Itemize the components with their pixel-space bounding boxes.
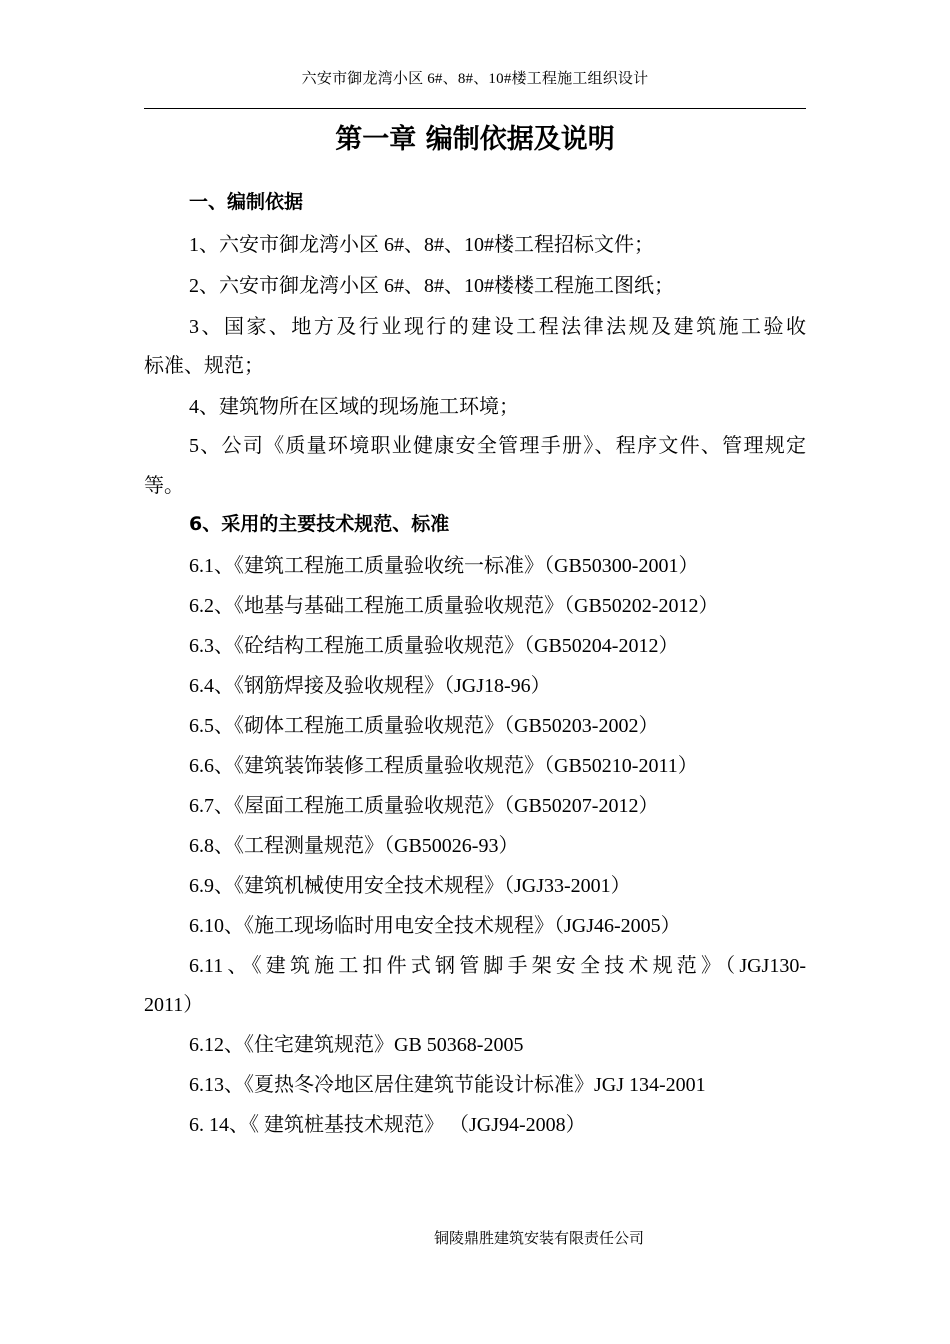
standard-item: 6.8、《工程测量规范》（GB50026-93） — [189, 835, 519, 857]
header-rule — [144, 108, 806, 109]
basis-item-4: 4、建筑物所在区域的现场施工环境； — [189, 396, 519, 418]
standard-item-11-line-2: 2011） — [144, 994, 204, 1016]
page-header: 六安市御龙湾小区 6#、8#、10#楼工程施工组织设计 — [301, 71, 649, 87]
standard-item: 6.10、《施工现场临时用电安全技术规程》（JGJ46-2005） — [189, 915, 681, 937]
section-heading: 一、编制依据 — [189, 191, 304, 213]
basis-item-2: 2、六安市御龙湾小区 6#、8#、10#楼楼工程施工图纸； — [189, 275, 674, 297]
basis-item-5-line-1: 5、公司《质量环境职业健康安全管理手册》、程序文件、管理规定 — [189, 435, 806, 457]
basis-item-1: 1、六安市御龙湾小区 6#、8#、10#楼工程招标文件； — [189, 234, 654, 256]
standard-item: 6.13、《夏热冬冷地区居住建筑节能设计标准》JGJ 134-2001 — [189, 1074, 706, 1096]
standard-item: 6.12、《住宅建筑规范》GB 50368-2005 — [189, 1034, 524, 1056]
standard-item: 6.4、《钢筋焊接及验收规程》（JGJ18-96） — [189, 675, 551, 697]
standard-item: 6.6、《建筑装饰装修工程质量验收规范》（GB50210-2011） — [189, 755, 698, 777]
standard-item: 6.1、《建筑工程施工质量验收统一标准》（GB50300-2001） — [189, 555, 699, 577]
standard-item: 6.2、《地基与基础工程施工质量验收规范》（GB50202-2012） — [189, 595, 719, 617]
standard-item: 6.9、《建筑机械使用安全技术规程》（JGJ33-2001） — [189, 875, 631, 897]
basis-item-5-line-2: 等。 — [144, 475, 184, 497]
standard-item-11-line-1: 6.11、《建筑施工扣件式钢管脚手架安全技术规范》（JGJ130- — [189, 955, 806, 977]
standard-item: 6.3、《砼结构工程施工质量验收规范》（GB50204-2012） — [189, 635, 679, 657]
basis-item-3-line-1: 3、国家、地方及行业现行的建设工程法律法规及建筑施工验收 — [189, 316, 806, 338]
standard-item: 6.7、《屋面工程施工质量验收规范》（GB50207-2012） — [189, 795, 659, 817]
chapter-title: 第一章 编制依据及说明 — [335, 124, 615, 155]
standard-item: 6. 14、《 建筑桩基技术规范》 （JGJ94-2008） — [189, 1114, 586, 1136]
basis-item-3-line-2: 标准、规范； — [144, 355, 264, 377]
page-footer-company: 铜陵鼎胜建筑安装有限责任公司 — [434, 1231, 645, 1247]
standards-heading: 6、采用的主要技术规范、标准 — [189, 513, 450, 535]
standard-item: 6.5、《砌体工程施工质量验收规范》（GB50203-2002） — [189, 715, 659, 737]
